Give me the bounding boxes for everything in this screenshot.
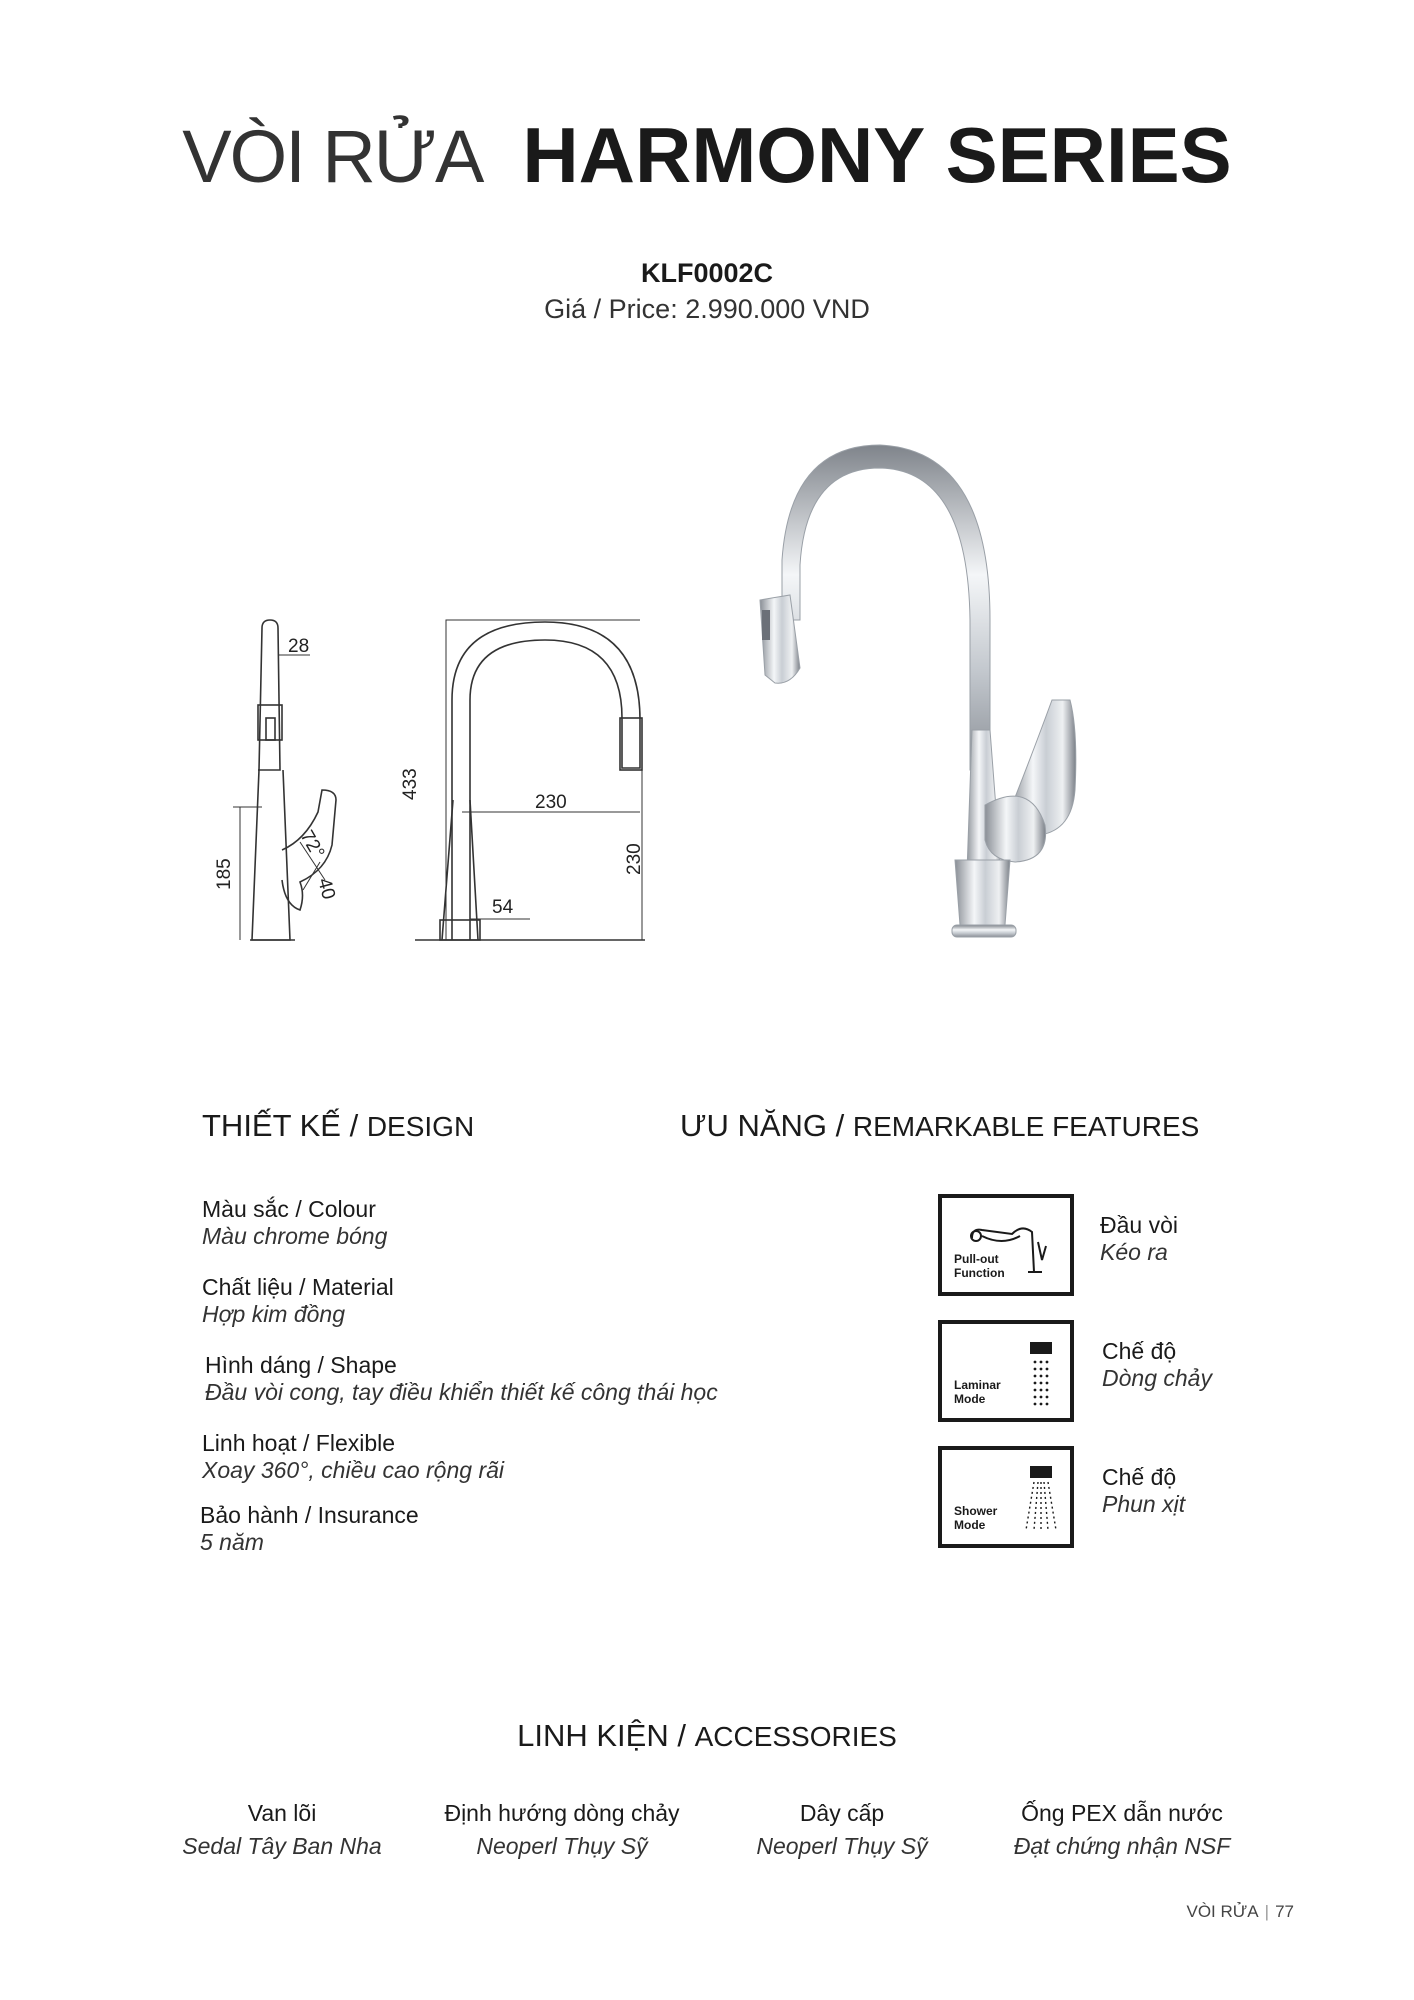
design-heading bbox=[202, 1108, 474, 1144]
spec-flexible bbox=[202, 1430, 504, 1484]
caption-line: Mode bbox=[954, 1392, 986, 1406]
spec-label: Bảo hành / Insurance bbox=[200, 1502, 419, 1528]
accessories-heading bbox=[0, 1718, 1414, 1754]
dim-54-label: 54 bbox=[492, 897, 514, 918]
design-heading-main: THIẾT KẾ / bbox=[202, 1108, 359, 1143]
side-button bbox=[266, 718, 275, 740]
feature-subtitle: Dòng chảy bbox=[1102, 1365, 1212, 1391]
accessory-item bbox=[412, 1800, 712, 1860]
model-code: KLF0002C bbox=[640, 258, 774, 288]
page-number: 77 bbox=[1275, 1902, 1294, 1921]
features-heading-main: ƯU NĂNG / bbox=[680, 1108, 845, 1143]
accessory-desc: Neoperl Thụy Sỹ bbox=[756, 1833, 928, 1859]
spec-value: Màu chrome bóng bbox=[202, 1223, 388, 1249]
shower-feature-box bbox=[938, 1446, 1074, 1548]
pull-out-feature-box bbox=[938, 1194, 1074, 1296]
accessory-item bbox=[132, 1800, 432, 1860]
shower-caption bbox=[954, 1504, 997, 1532]
spec-value: Xoay 360°, chiều cao rộng rãi bbox=[202, 1457, 504, 1483]
laminar-feature-text bbox=[1102, 1338, 1212, 1392]
dim-433-label: 433 bbox=[400, 768, 421, 800]
spec-colour bbox=[202, 1196, 387, 1250]
spec-label: Màu sắc / Colour bbox=[202, 1196, 376, 1222]
features-heading bbox=[680, 1108, 1199, 1144]
feature-subtitle: Phun xịt bbox=[1102, 1491, 1186, 1517]
accessory-name: Ống PEX dẫn nước bbox=[1021, 1800, 1223, 1826]
accessory-desc: Đạt chứng nhận NSF bbox=[1013, 1833, 1231, 1859]
spec-insurance bbox=[200, 1502, 419, 1556]
dim-230-v-label: 230 bbox=[624, 843, 645, 875]
spec-label: Linh hoạt / Flexible bbox=[202, 1430, 396, 1456]
title-bold: HARMONY SERIES bbox=[522, 111, 1232, 199]
footer-section: VÒI RỬA bbox=[1186, 1902, 1259, 1921]
side-body-outline bbox=[252, 770, 290, 940]
spec-material bbox=[202, 1274, 394, 1328]
feature-subtitle: Kéo ra bbox=[1100, 1239, 1168, 1265]
side-spout-outline bbox=[259, 620, 280, 770]
accessory-item bbox=[692, 1800, 992, 1860]
faucet-render bbox=[760, 445, 1076, 937]
front-spout-outline bbox=[452, 622, 640, 940]
accessories-heading-sub: ACCESSORIES bbox=[694, 1721, 897, 1752]
front-pullout-head bbox=[620, 718, 642, 770]
accessory-name: Van lõi bbox=[247, 1800, 317, 1826]
accessory-name: Dây cấp bbox=[799, 1800, 885, 1826]
accessory-desc: Neoperl Thụy Sỹ bbox=[476, 1833, 648, 1859]
caption-line: Laminar bbox=[954, 1378, 1001, 1392]
dim-72-label: 72° bbox=[295, 827, 329, 863]
dim-185-label: 185 bbox=[214, 858, 235, 890]
design-heading-sub: DESIGN bbox=[366, 1111, 475, 1142]
pull-out-feature-text bbox=[1100, 1212, 1178, 1266]
dim-40-label: 40 bbox=[313, 875, 339, 902]
feature-title: Đầu vòi bbox=[1100, 1212, 1178, 1238]
shower-feature-text bbox=[1102, 1464, 1185, 1518]
footer-separator: | bbox=[1264, 1902, 1270, 1921]
caption-line: Mode bbox=[954, 1518, 986, 1532]
page-footer bbox=[1187, 1902, 1295, 1922]
accessory-desc: Sedal Tây Ban Nha bbox=[182, 1833, 382, 1859]
caption-line: Pull-out bbox=[954, 1252, 999, 1266]
features-heading-sub: REMARKABLE FEATURES bbox=[852, 1111, 1200, 1142]
laminar-caption bbox=[954, 1378, 1001, 1406]
spec-value: 5 năm bbox=[200, 1529, 264, 1555]
feature-title: Chế độ bbox=[1102, 1338, 1177, 1364]
pull-out-caption bbox=[954, 1252, 1005, 1280]
accessory-name: Định hướng dòng chảy bbox=[444, 1800, 680, 1826]
accessory-item bbox=[972, 1800, 1272, 1860]
feature-title: Chế độ bbox=[1102, 1464, 1177, 1490]
spec-label: Hình dáng / Shape bbox=[205, 1352, 397, 1378]
price-text: Giá / Price: 2.990.000 VND bbox=[544, 294, 870, 324]
dim-28-label: 28 bbox=[288, 636, 310, 657]
title-light: VÒI RỬA bbox=[182, 115, 483, 198]
spec-shape bbox=[205, 1352, 718, 1406]
spec-value: Đầu vòi cong, tay điều khiển thiết kế công thái học bbox=[205, 1379, 718, 1405]
caption-line: Shower bbox=[954, 1504, 998, 1518]
caption-line: Function bbox=[954, 1266, 1005, 1280]
laminar-feature-box bbox=[938, 1320, 1074, 1422]
spec-value: Hợp kim đồng bbox=[202, 1301, 346, 1327]
dim-230-h-label: 230 bbox=[535, 792, 567, 813]
spec-label: Chất liệu / Material bbox=[202, 1274, 394, 1300]
accessories-heading-main: LINH KIỆN / bbox=[517, 1718, 686, 1753]
